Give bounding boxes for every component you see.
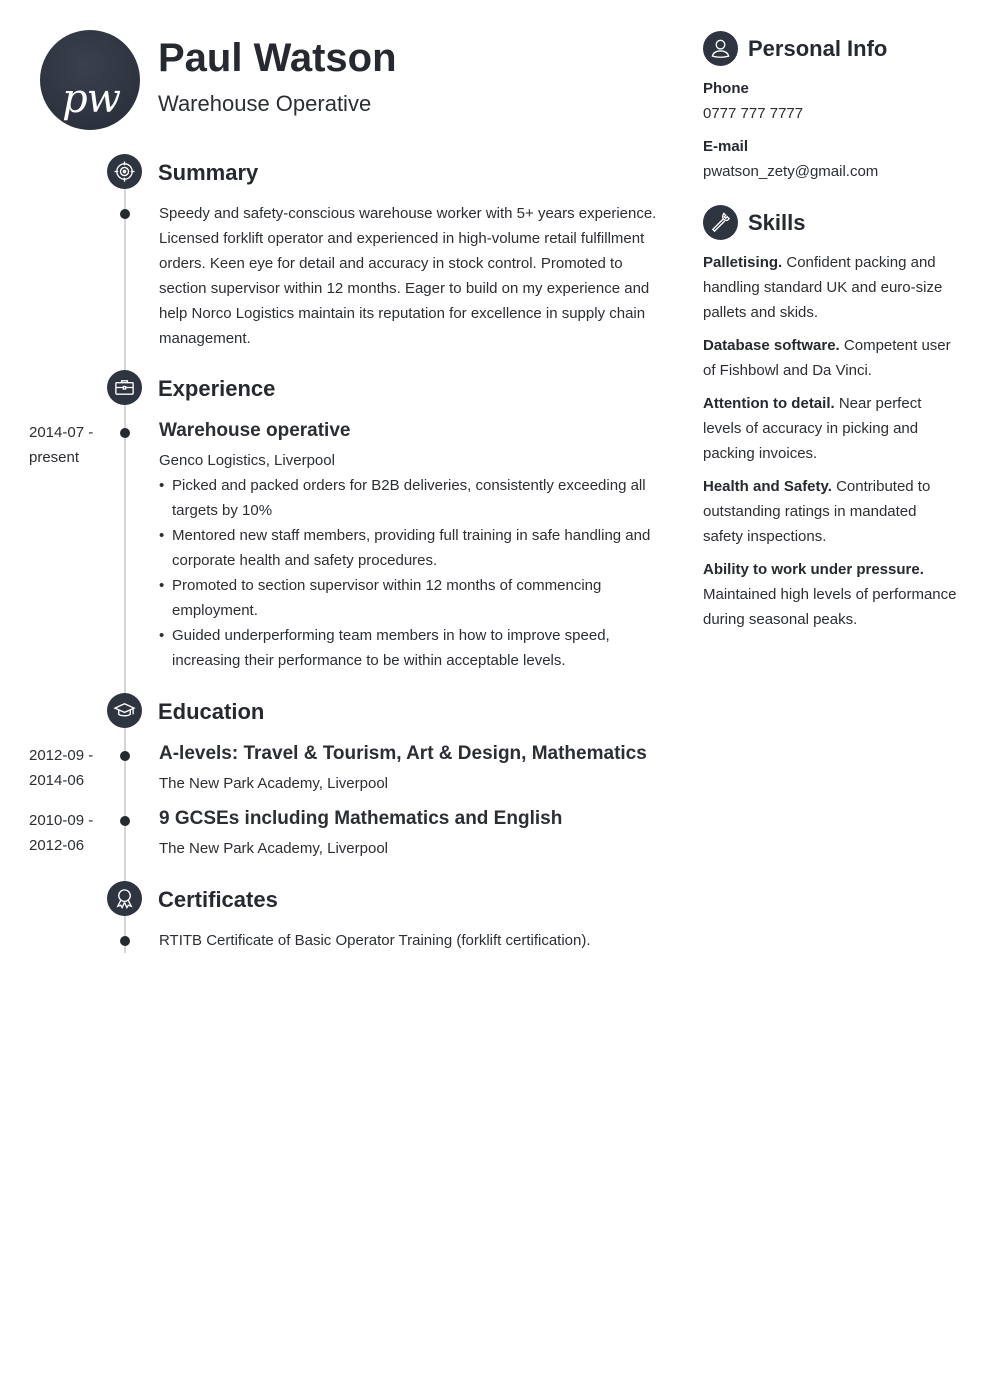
education-graduation-cap-icon [107, 693, 142, 728]
job-title: Warehouse operative [159, 420, 351, 441]
job-date-start: 2014-07 - [29, 424, 94, 441]
personal-info-user-icon [703, 31, 738, 66]
timeline-dot [120, 936, 130, 946]
skills-heading: Skills [748, 210, 806, 235]
job-bullets [159, 473, 659, 673]
job-bullet: • Mentored new staff members, providing full training in safe handling and corporate health and safety procedures. [159, 523, 659, 573]
timeline-dot [120, 428, 130, 438]
summary-heading: Summary [158, 160, 259, 185]
skill-item [703, 391, 959, 466]
certificates-award-icon [107, 881, 142, 916]
education-entry [159, 808, 562, 861]
skill-name: Ability to work under pressure. [703, 561, 924, 578]
skill-item [703, 474, 959, 549]
skill-description: Competent user of Fishbowl and Da Vinci. [703, 337, 951, 379]
monogram-avatar [40, 30, 140, 130]
candidate-name: Paul Watson [158, 36, 397, 80]
education-dates [29, 808, 109, 858]
education-school: The New Park Academy, Liverpool [159, 775, 388, 792]
skill-name: Attention to detail. [703, 395, 835, 412]
skill-name: Database software. [703, 337, 840, 354]
experience-heading: Experience [158, 376, 276, 401]
job-bullet: • Picked and packed orders for B2B deliveries, consistently exceeding all targets by 10% [159, 473, 659, 523]
job-company: Genco Logistics, Liverpool [159, 452, 335, 469]
skill-item [703, 333, 959, 383]
certificate-item: RTITB Certificate of Basic Operator Training (forklift certification). [159, 932, 591, 949]
certificates-heading: Certificates [158, 887, 278, 912]
skill-description: Confident packing and handling standard UK and euro-size pallets and skids. [703, 254, 943, 321]
job-entry [159, 420, 659, 673]
job-bullet: • Promoted to section supervisor within 12 months of commencing employment. [159, 573, 659, 623]
education-title: 9 GCSEs including Mathematics and English [159, 808, 563, 829]
job-bullet: • Guided underperforming team members in how to improve speed, increasing their performance to be within acceptable levels. [159, 623, 659, 673]
education-date-start: 2010-09 - [29, 812, 94, 829]
skill-item [703, 557, 959, 632]
education-date-end: 2012-06 [29, 837, 85, 854]
email-label: E-mail [703, 138, 749, 155]
education-date-end: 2014-06 [29, 772, 85, 789]
skill-description: Contributed to outstanding ratings in mandated safety inspections. [703, 478, 931, 545]
education-heading: Education [158, 699, 265, 724]
skill-description: Maintained high levels of performance during seasonal peaks. [703, 586, 957, 628]
skill-description: Near perfect levels of accuracy in picking and packing invoices. [703, 395, 922, 462]
experience-briefcase-icon [107, 370, 142, 405]
phone-label: Phone [703, 80, 749, 97]
timeline-line [124, 188, 126, 953]
education-date-start: 2012-09 - [29, 747, 94, 764]
phone-value[interactable]: 0777 777 7777 [703, 105, 804, 122]
job-date-end: present [29, 449, 80, 466]
candidate-role: Warehouse Operative [158, 91, 372, 116]
education-entry [159, 743, 647, 796]
education-school: The New Park Academy, Liverpool [159, 840, 388, 857]
skill-name: Health and Safety. [703, 478, 832, 495]
timeline-dot [120, 816, 130, 826]
email-value[interactable]: pwatson_zety@gmail.com [703, 163, 879, 180]
timeline-dot [120, 209, 130, 219]
personal-info-heading: Personal Info [748, 36, 888, 61]
summary-target-icon [107, 154, 142, 189]
education-title: A-levels: Travel & Tourism, Art & Design, Mathematics [159, 743, 647, 764]
summary-text: Speedy and safety-conscious warehouse worker with 5+ years experience. Licensed forklift operator and experienced in high-volume retail fulfillment orders. Keen eye for detail and accuracy in stock control. Promoted to section supervisor within 12 months. Eager to build on my experience and help Norco Logistics maintain its reputation for excellence in supply chain management. [159, 205, 657, 347]
job-dates [29, 420, 109, 470]
skill-item [703, 250, 959, 325]
monogram-initials: pw [62, 76, 120, 122]
education-dates [29, 743, 109, 793]
skills-wrench-icon [703, 205, 738, 240]
timeline-dot [120, 751, 130, 761]
skill-name: Palletising. [703, 254, 783, 271]
